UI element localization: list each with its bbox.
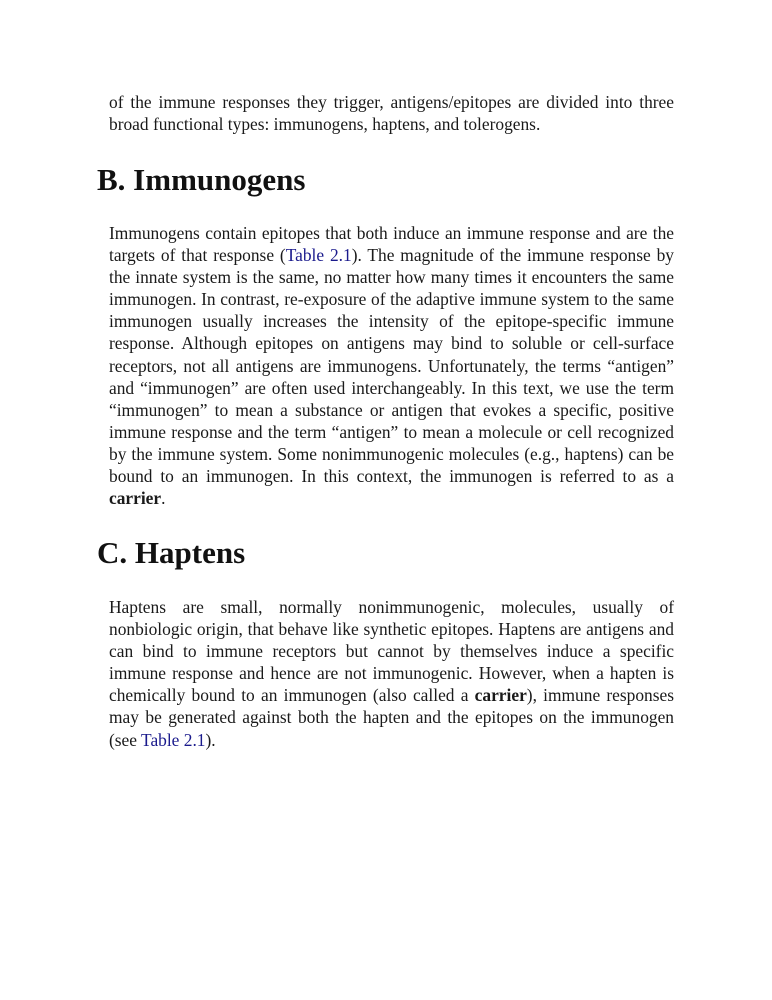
- section-b-text-1: Immunogens contain epitopes that both induce an immune response and are the targets of that response (: [109, 223, 674, 266]
- intro-text: of the immune responses they trigger, antigens/epitopes are divided into three broad functional types: immunogens, haptens, and tolerogens.: [109, 92, 674, 135]
- section-b-heading: B. Immunogens: [97, 162, 306, 197]
- carrier-term: carrier: [109, 488, 162, 509]
- carrier-term: carrier: [474, 685, 527, 706]
- table-2-1-link[interactable]: Table 2.1: [141, 729, 206, 750]
- section-b-paragraph: [109, 222, 674, 509]
- section-c-text-2: ), immune responses may be generated against both the hapten and the epitopes on the immunogen (see: [109, 685, 675, 750]
- table-2-1-link[interactable]: Table 2.1: [285, 245, 352, 266]
- section-b-text-3: .: [161, 488, 166, 509]
- intro-paragraph: [109, 91, 674, 135]
- section-c-text-3: ).: [205, 729, 216, 750]
- section-c-heading: C. Haptens: [97, 535, 246, 570]
- section-c-text-1: Haptens are small, normally nonimmunogenic, molecules, usually of nonbiologic origin, that behave like synthetic epitopes. Haptens are antigens and can bind to immune receptors but cannot by themselves induce a specific immune response and hence are not immunogenic. However, when a hapten is chemically bound to an immunogen (also called a: [109, 597, 674, 706]
- section-b-text-2: ). The magnitude of the immune response by the innate system is the same, no matter how many times it encounters the same immunogen. In contrast, re-exposure of the adaptive immune system to the same immunogen usually increases the intensity of the epitope-specific immune response. Although epitopes on antigens may bind to soluble or cell-surface receptors, not all antigens are immunogens. Unfortunately, the terms “antigen” and “immunogen” are often used interchangeably. In this text, we use the term “immunogen” to mean a substance or antigen that evokes a specific, positive immune response and the term “antigen” to mean a molecule or cell recognized by the immune system. Some nonimmunogenic molecules (e.g., haptens) can be bound to an immunogen. In this context, the immunogen is referred to as a: [109, 245, 674, 487]
- section-c-paragraph: [109, 596, 674, 751]
